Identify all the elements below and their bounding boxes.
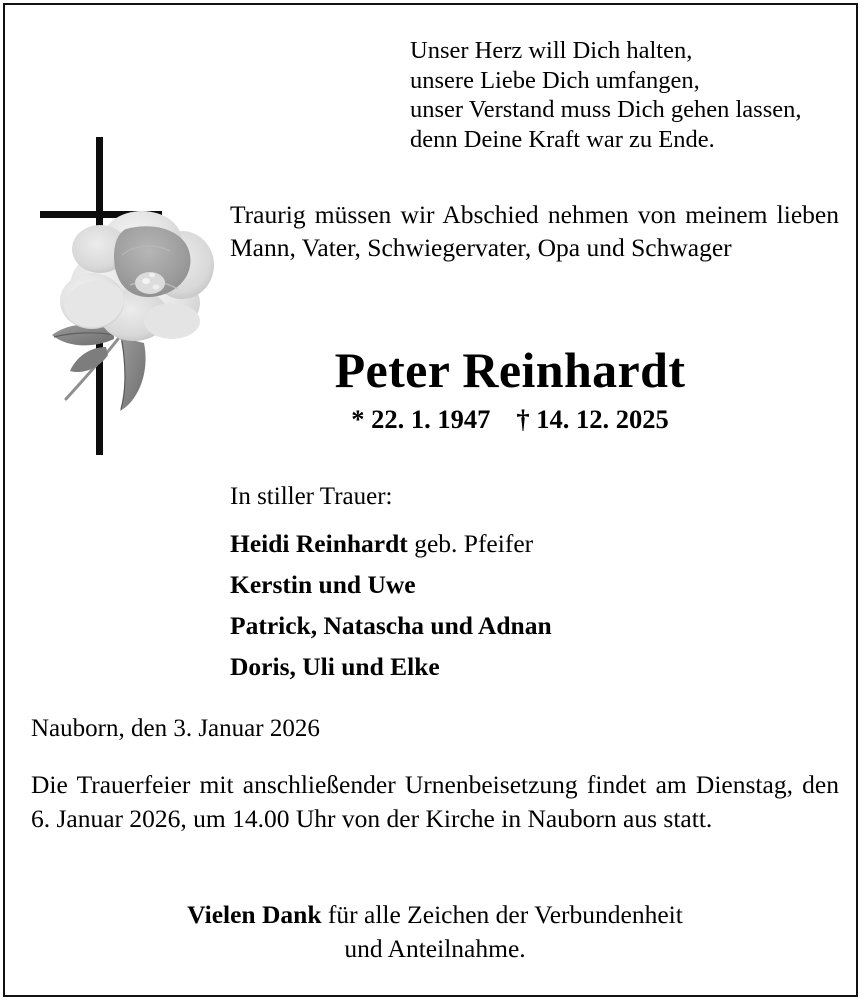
mourner-row-2 [230,564,790,605]
mourner-name-1: Heidi Reinhardt [230,529,408,558]
thanks-block [31,898,839,966]
death-cross-icon: † [516,404,530,434]
mourner-row-4 [230,646,790,687]
death-date-item [516,404,668,434]
deceased-name-block [180,342,840,434]
mourner-name-2: Kerstin und Uwe [230,570,416,599]
verse-line-3: unser Verstand muss Dich gehen lassen, [410,96,802,123]
funeral-details-paragraph: Die Trauerfeier mit anschließender Urnenbeisetzung findet am Dienstag, den 6. Januar 2026, um 14.00 Uhr von der Kirche in Nauborn aus statt. [31,770,839,833]
mourner-name-3: Patrick, Natascha und Adnan [230,611,552,640]
mourner-suffix-1: geb. Pfeifer [407,529,534,558]
mourners-intro: In stiller Trauer: [230,483,393,510]
verse-line-2: unsere Liebe Dich umfangen, [410,66,700,94]
thanks-line-2: und Anteilnahme. [344,934,526,963]
mourner-row-1 [230,523,790,564]
death-date: 14. 12. 2025 [536,404,669,434]
mourners-block [230,480,790,687]
verse-block [410,36,840,154]
thanks-rest: für alle Zeichen der Verbundenheit [321,900,683,929]
deceased-name: Peter Reinhardt [334,342,686,398]
birth-symbol-icon: * [351,404,365,434]
birth-date-item [351,404,490,434]
life-dates [180,404,840,434]
verse-line-1: Unser Herz will Dich halten, [410,37,693,64]
announcement-text: Traurig müssen wir Abschied nehmen von meinem lieben Mann, Vater, Schwiegervater, Opa und Schwager [230,200,839,262]
birth-date: 22. 1. 1947 [371,404,491,434]
mourner-name-4: Doris, Uli und Elke [230,652,440,681]
thanks-emphasis: Vielen Dank [187,900,322,929]
thanks-line-1 [31,898,839,932]
announcement-paragraph [230,198,839,264]
verse-line-4: denn Deine Kraft war zu Ende. [410,125,715,153]
place-and-date-line: Nauborn, den 3. Januar 2026 [31,715,320,742]
mourner-row-3 [230,605,790,646]
